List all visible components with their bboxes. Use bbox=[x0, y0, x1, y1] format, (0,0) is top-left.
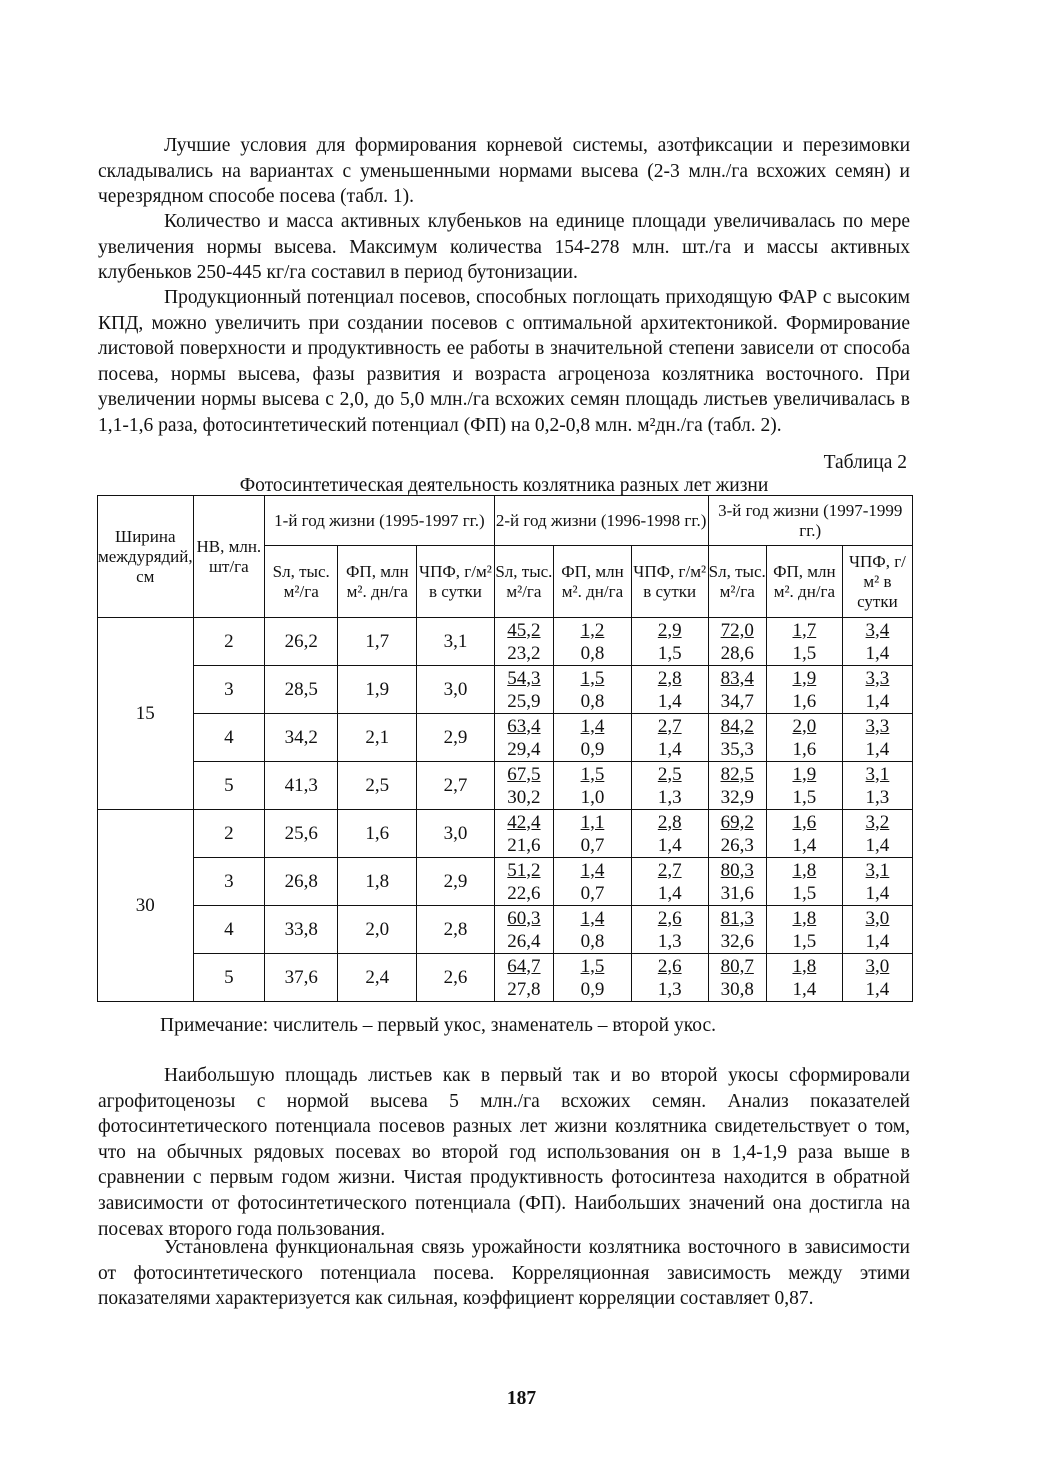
paragraph-3: Продукционный потенциал посевов, способных поглощать приходящую ФАР с высоким КПД, можно увеличить при создании посевов с оптимальной архитектоникой. Формирование листовой поверхности и продуктивность ее работы в значительной степени зависели от способа посева, нормы высева, фазы развития и возраста агроценоза козлятника восточного. При увеличении нормы высева с 2,0, до 5,0 млн./га всхожих семян площадь листьев увеличивалась в 1,1-1,6 раза, фотосинтетический потенциал (ФП) на 0,2-0,8 млн. м²дн./га (табл. 2). bbox=[98, 287, 910, 436]
denominator-second-cut: 29,4 bbox=[507, 738, 541, 760]
denominator-second-cut: 32,9 bbox=[720, 786, 754, 808]
row-nv-cell: 3 bbox=[193, 666, 264, 714]
header-year-1: 1-й год жизни (1995-1997 гг.) bbox=[265, 496, 495, 546]
year1-value-cell: 1,6 bbox=[338, 810, 417, 858]
year2-fraction-cell bbox=[554, 762, 632, 810]
year3-fraction-cell bbox=[766, 810, 842, 858]
header-year-2: 2-й год жизни (1996-1998 гг.) bbox=[494, 496, 708, 546]
denominator-second-cut: 1,4 bbox=[865, 834, 890, 856]
numerator-first-cut: 2,7 bbox=[657, 715, 682, 737]
table-row bbox=[98, 906, 913, 954]
numerator-first-cut: 1,4 bbox=[580, 715, 605, 737]
numerator-first-cut: 2,6 bbox=[657, 955, 682, 977]
numerator-first-cut: 2,6 bbox=[657, 907, 682, 929]
year3-fraction-cell bbox=[842, 618, 912, 666]
year1-value-cell: 2,5 bbox=[338, 762, 417, 810]
denominator-second-cut: 21,6 bbox=[507, 834, 541, 856]
numerator-first-cut: 3,0 bbox=[865, 907, 890, 929]
denominator-second-cut: 1,4 bbox=[792, 834, 817, 856]
paragraph-1: Лучшие условия для формирования корневой системы, азотфиксации и перезимовки складывались на вариантах с уменьшенными нормами высева (2-3 млн./га всхожих семян) и черезрядном способе посева (табл. 1). bbox=[98, 135, 910, 208]
denominator-second-cut: 30,8 bbox=[720, 978, 754, 1000]
denominator-second-cut: 0,7 bbox=[580, 882, 605, 904]
data-table bbox=[97, 495, 913, 1002]
year2-fraction-cell bbox=[494, 810, 553, 858]
header-chpf: ЧПФ, г/м² в сутки bbox=[631, 546, 708, 618]
year1-value-cell: 2,7 bbox=[417, 762, 495, 810]
row-nv-cell: 2 bbox=[193, 618, 264, 666]
year2-fraction-cell bbox=[494, 618, 553, 666]
table-body bbox=[98, 618, 913, 1002]
table-number: Таблица 2 bbox=[823, 452, 907, 473]
table-row bbox=[98, 762, 913, 810]
denominator-second-cut: 1,4 bbox=[792, 978, 817, 1000]
row-nv-cell: 2 bbox=[193, 810, 264, 858]
numerator-first-cut: 51,2 bbox=[507, 859, 541, 881]
numerator-first-cut: 84,2 bbox=[720, 715, 754, 737]
denominator-second-cut: 1,4 bbox=[865, 882, 890, 904]
denominator-second-cut: 26,4 bbox=[507, 930, 541, 952]
header-sl: Sл, тыс. м²/га bbox=[494, 546, 553, 618]
header-fp: ФП, млн м². дн/га bbox=[554, 546, 632, 618]
denominator-second-cut: 1,0 bbox=[580, 786, 605, 808]
header-fp: ФП, млн м². дн/га bbox=[766, 546, 842, 618]
year3-fraction-cell bbox=[708, 714, 766, 762]
numerator-first-cut: 83,4 bbox=[720, 667, 754, 689]
year2-fraction-cell bbox=[631, 954, 708, 1002]
numerator-first-cut: 42,4 bbox=[507, 811, 541, 833]
denominator-second-cut: 0,8 bbox=[580, 690, 605, 712]
year3-fraction-cell bbox=[766, 906, 842, 954]
numerator-first-cut: 1,5 bbox=[580, 763, 605, 785]
denominator-second-cut: 1,5 bbox=[792, 882, 817, 904]
numerator-first-cut: 1,5 bbox=[580, 955, 605, 977]
table-row bbox=[98, 858, 913, 906]
numerator-first-cut: 80,7 bbox=[720, 955, 754, 977]
year3-fraction-cell bbox=[766, 666, 842, 714]
year2-fraction-cell bbox=[554, 666, 632, 714]
denominator-second-cut: 1,4 bbox=[865, 930, 890, 952]
numerator-first-cut: 45,2 bbox=[507, 619, 541, 641]
year3-fraction-cell bbox=[708, 618, 766, 666]
year2-fraction-cell bbox=[494, 858, 553, 906]
year2-fraction-cell bbox=[631, 762, 708, 810]
denominator-second-cut: 1,6 bbox=[792, 738, 817, 760]
table-note: Примечание: числитель – первый укос, знаменатель – второй укос. bbox=[160, 1015, 716, 1036]
numerator-first-cut: 1,1 bbox=[580, 811, 605, 833]
year3-fraction-cell bbox=[708, 762, 766, 810]
header-nv: НВ, млн. шт/га bbox=[193, 496, 264, 618]
year3-fraction-cell bbox=[766, 714, 842, 762]
denominator-second-cut: 0,9 bbox=[580, 978, 605, 1000]
year1-value-cell: 2,9 bbox=[417, 858, 495, 906]
denominator-second-cut: 0,7 bbox=[580, 834, 605, 856]
header-width: Ширина междурядий, см bbox=[98, 496, 194, 618]
numerator-first-cut: 3,4 bbox=[865, 619, 890, 641]
denominator-second-cut: 1,5 bbox=[792, 786, 817, 808]
denominator-second-cut: 1,3 bbox=[865, 786, 890, 808]
header-year-3: 3-й год жизни (1997-1999 гг.) bbox=[708, 496, 912, 546]
denominator-second-cut: 1,3 bbox=[657, 978, 682, 1000]
denominator-second-cut: 0,8 bbox=[580, 642, 605, 664]
numerator-first-cut: 82,5 bbox=[720, 763, 754, 785]
year3-fraction-cell bbox=[708, 810, 766, 858]
denominator-second-cut: 1,4 bbox=[657, 690, 682, 712]
numerator-first-cut: 2,0 bbox=[792, 715, 817, 737]
year3-fraction-cell bbox=[842, 906, 912, 954]
numerator-first-cut: 3,1 bbox=[865, 859, 890, 881]
numerator-first-cut: 60,3 bbox=[507, 907, 541, 929]
numerator-first-cut: 1,8 bbox=[792, 907, 817, 929]
year2-fraction-cell bbox=[494, 714, 553, 762]
denominator-second-cut: 1,4 bbox=[865, 978, 890, 1000]
year2-fraction-cell bbox=[631, 714, 708, 762]
denominator-second-cut: 34,7 bbox=[720, 690, 754, 712]
denominator-second-cut: 0,9 bbox=[580, 738, 605, 760]
row-nv-cell: 4 bbox=[193, 906, 264, 954]
year1-value-cell: 1,7 bbox=[338, 618, 417, 666]
year3-fraction-cell bbox=[708, 954, 766, 1002]
table-row bbox=[98, 714, 913, 762]
denominator-second-cut: 25,9 bbox=[507, 690, 541, 712]
year3-fraction-cell bbox=[766, 762, 842, 810]
year3-fraction-cell bbox=[842, 810, 912, 858]
numerator-first-cut: 1,8 bbox=[792, 955, 817, 977]
year2-fraction-cell bbox=[494, 906, 553, 954]
numerator-first-cut: 54,3 bbox=[507, 667, 541, 689]
numerator-first-cut: 3,0 bbox=[865, 955, 890, 977]
numerator-first-cut: 81,3 bbox=[720, 907, 754, 929]
year3-fraction-cell bbox=[842, 954, 912, 1002]
year3-fraction-cell bbox=[766, 618, 842, 666]
numerator-first-cut: 63,4 bbox=[507, 715, 541, 737]
numerator-first-cut: 72,0 bbox=[720, 619, 754, 641]
numerator-first-cut: 2,8 bbox=[657, 667, 682, 689]
numerator-first-cut: 3,1 bbox=[865, 763, 890, 785]
year3-fraction-cell bbox=[766, 858, 842, 906]
table-row bbox=[98, 954, 913, 1002]
header-sl: Sл, тыс. м²/га bbox=[708, 546, 766, 618]
header-chpf: ЧПФ, г/м² в сутки bbox=[842, 546, 912, 618]
year2-fraction-cell bbox=[494, 954, 553, 1002]
year2-fraction-cell bbox=[631, 618, 708, 666]
year1-value-cell: 1,9 bbox=[338, 666, 417, 714]
year3-fraction-cell bbox=[708, 666, 766, 714]
year1-value-cell: 2,9 bbox=[417, 714, 495, 762]
numerator-first-cut: 3,3 bbox=[865, 667, 890, 689]
denominator-second-cut: 1,4 bbox=[865, 642, 890, 664]
numerator-first-cut: 69,2 bbox=[720, 811, 754, 833]
year1-value-cell: 3,0 bbox=[417, 810, 495, 858]
year1-value-cell: 2,4 bbox=[338, 954, 417, 1002]
numerator-first-cut: 2,5 bbox=[657, 763, 682, 785]
year3-fraction-cell bbox=[842, 666, 912, 714]
year1-value-cell: 28,5 bbox=[265, 666, 338, 714]
header-sl: Sл, тыс. м²/га bbox=[265, 546, 338, 618]
year1-value-cell: 37,6 bbox=[265, 954, 338, 1002]
denominator-second-cut: 0,8 bbox=[580, 930, 605, 952]
year2-fraction-cell bbox=[631, 666, 708, 714]
denominator-second-cut: 1,5 bbox=[657, 642, 682, 664]
denominator-second-cut: 28,6 bbox=[720, 642, 754, 664]
table-row bbox=[98, 810, 913, 858]
year2-fraction-cell bbox=[554, 714, 632, 762]
year1-value-cell: 2,0 bbox=[338, 906, 417, 954]
data-table-container bbox=[97, 495, 913, 1002]
year2-fraction-cell bbox=[554, 858, 632, 906]
header-fp: ФП, млн м². дн/га bbox=[338, 546, 417, 618]
year2-fraction-cell bbox=[554, 810, 632, 858]
year1-value-cell: 3,0 bbox=[417, 666, 495, 714]
numerator-first-cut: 3,3 bbox=[865, 715, 890, 737]
year3-fraction-cell bbox=[766, 954, 842, 1002]
denominator-second-cut: 26,3 bbox=[720, 834, 754, 856]
numerator-first-cut: 1,5 bbox=[580, 667, 605, 689]
year3-fraction-cell bbox=[708, 858, 766, 906]
denominator-second-cut: 1,3 bbox=[657, 786, 682, 808]
table-row bbox=[98, 666, 913, 714]
denominator-second-cut: 30,2 bbox=[507, 786, 541, 808]
denominator-second-cut: 32,6 bbox=[720, 930, 754, 952]
row-width-cell: 15 bbox=[98, 618, 194, 810]
denominator-second-cut: 1,4 bbox=[865, 738, 890, 760]
year1-value-cell: 1,8 bbox=[338, 858, 417, 906]
paragraph-5: Установлена функциональная связь урожайности козлятника восточного в зависимости от фотосинтетического потенциала посева. Корреляционная зависимость между этими показателями характеризуется как сильная, коэффициент корреляции составляет 0,87. bbox=[98, 1237, 910, 1310]
page-number: 187 bbox=[506, 1388, 537, 1409]
year3-fraction-cell bbox=[708, 906, 766, 954]
numerator-first-cut: 1,4 bbox=[580, 859, 605, 881]
year2-fraction-cell bbox=[554, 906, 632, 954]
denominator-second-cut: 22,6 bbox=[507, 882, 541, 904]
numerator-first-cut: 3,2 bbox=[865, 811, 890, 833]
denominator-second-cut: 23,2 bbox=[507, 642, 541, 664]
year1-value-cell: 33,8 bbox=[265, 906, 338, 954]
numerator-first-cut: 67,5 bbox=[507, 763, 541, 785]
numerator-first-cut: 80,3 bbox=[720, 859, 754, 881]
numerator-first-cut: 1,8 bbox=[792, 859, 817, 881]
numerator-first-cut: 2,9 bbox=[657, 619, 682, 641]
numerator-first-cut: 1,6 bbox=[792, 811, 817, 833]
year2-fraction-cell bbox=[554, 618, 632, 666]
denominator-second-cut: 1,4 bbox=[657, 834, 682, 856]
denominator-second-cut: 27,8 bbox=[507, 978, 541, 1000]
denominator-second-cut: 1,4 bbox=[865, 690, 890, 712]
numerator-first-cut: 1,9 bbox=[792, 667, 817, 689]
header-chpf: ЧПФ, г/м² в сутки bbox=[417, 546, 495, 618]
denominator-second-cut: 1,3 bbox=[657, 930, 682, 952]
year1-value-cell: 26,8 bbox=[265, 858, 338, 906]
numerator-first-cut: 2,8 bbox=[657, 811, 682, 833]
table-title: Фотосинтетическая деятельность козлятника разных лет жизни bbox=[239, 475, 769, 496]
year1-value-cell: 25,6 bbox=[265, 810, 338, 858]
row-nv-cell: 5 bbox=[193, 954, 264, 1002]
row-nv-cell: 3 bbox=[193, 858, 264, 906]
paragraph-4: Наибольшую площадь листьев как в первый так и во второй укосы сформировали агрофитоценозы с нормой высева 5 млн./га всхожих семян. Анализ показателей фотосинтетического потенциала посевов разных лет жизни козлятника свидетельствует о том, что на обычных рядовых посевах во второй год использования он в 1,4-1,9 раза выше в сравнении с первым годом жизни. Чистая продуктивность фотосинтеза находится в обратной зависимости от фотосинтетического потенциала (ФП). Наибольших значений она достигла на посевах второго года пользования. bbox=[98, 1065, 910, 1240]
year2-fraction-cell bbox=[494, 666, 553, 714]
year2-fraction-cell bbox=[554, 954, 632, 1002]
denominator-second-cut: 31,6 bbox=[720, 882, 754, 904]
numerator-first-cut: 1,2 bbox=[580, 619, 605, 641]
row-nv-cell: 4 bbox=[193, 714, 264, 762]
year3-fraction-cell bbox=[842, 714, 912, 762]
numerator-first-cut: 1,7 bbox=[792, 619, 817, 641]
numerator-first-cut: 1,9 bbox=[792, 763, 817, 785]
row-nv-cell: 5 bbox=[193, 762, 264, 810]
numerator-first-cut: 64,7 bbox=[507, 955, 541, 977]
year1-value-cell: 2,1 bbox=[338, 714, 417, 762]
denominator-second-cut: 1,4 bbox=[657, 882, 682, 904]
numerator-first-cut: 2,7 bbox=[657, 859, 682, 881]
year3-fraction-cell bbox=[842, 762, 912, 810]
year2-fraction-cell bbox=[631, 906, 708, 954]
table-row bbox=[98, 618, 913, 666]
denominator-second-cut: 1,5 bbox=[792, 930, 817, 952]
year1-value-cell: 41,3 bbox=[265, 762, 338, 810]
denominator-second-cut: 1,6 bbox=[792, 690, 817, 712]
year2-fraction-cell bbox=[631, 810, 708, 858]
year1-value-cell: 2,6 bbox=[417, 954, 495, 1002]
year2-fraction-cell bbox=[494, 762, 553, 810]
year1-value-cell: 26,2 bbox=[265, 618, 338, 666]
year3-fraction-cell bbox=[842, 858, 912, 906]
denominator-second-cut: 35,3 bbox=[720, 738, 754, 760]
year1-value-cell: 3,1 bbox=[417, 618, 495, 666]
year1-value-cell: 34,2 bbox=[265, 714, 338, 762]
year1-value-cell: 2,8 bbox=[417, 906, 495, 954]
denominator-second-cut: 1,4 bbox=[657, 738, 682, 760]
numerator-first-cut: 1,4 bbox=[580, 907, 605, 929]
denominator-second-cut: 1,5 bbox=[792, 642, 817, 664]
year2-fraction-cell bbox=[631, 858, 708, 906]
paragraph-2: Количество и масса активных клубеньков на единице площади увеличивалась по мере увеличения нормы высева. Максимум количества 154-278 млн. шт./га и массы активных клубеньков 250-445 кг/га составил в период бутонизации. bbox=[98, 211, 910, 284]
row-width-cell: 30 bbox=[98, 810, 194, 1002]
